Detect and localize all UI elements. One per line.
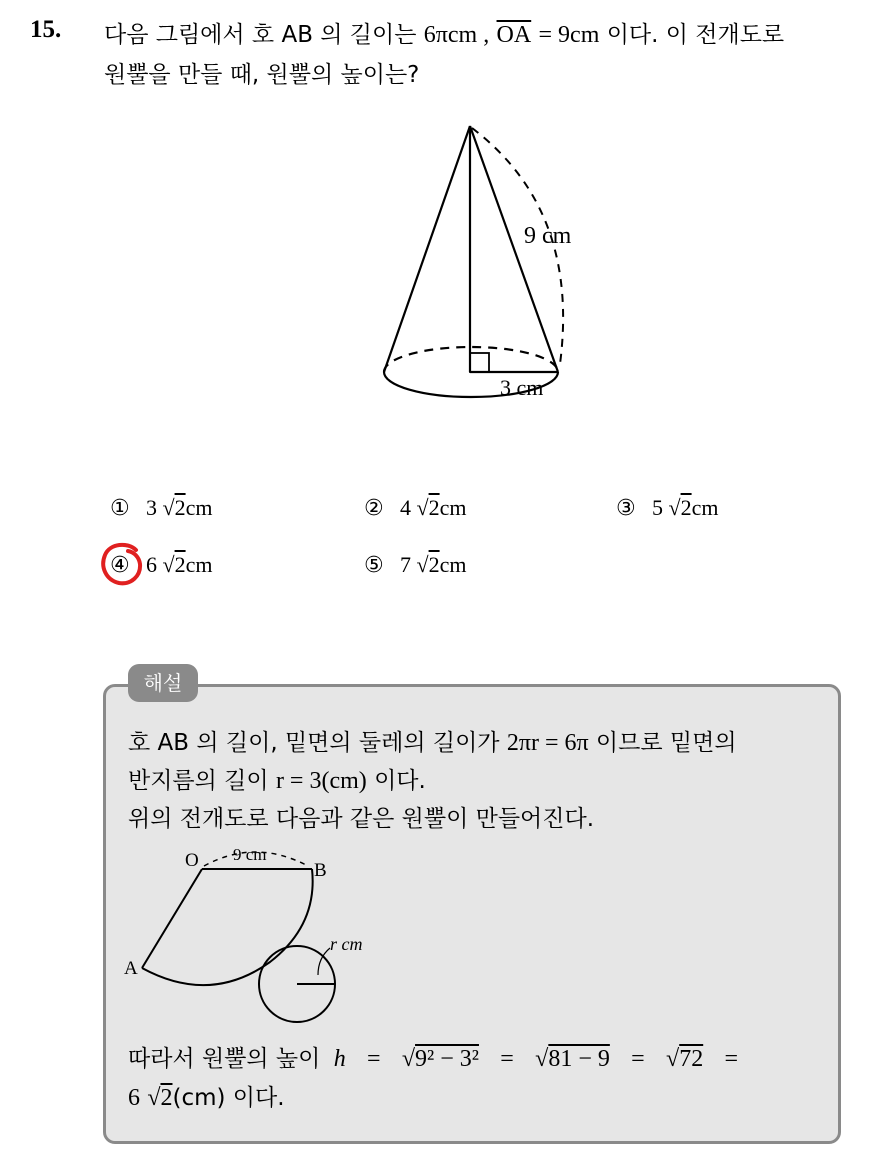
arc-length-label: 9 cm [233, 845, 267, 864]
point-a-label: A [124, 958, 138, 979]
equals-sign: = [500, 1046, 514, 1072]
solution-text: (cm) 이다. [172, 1085, 285, 1111]
radius-label: 3 cm [500, 375, 544, 400]
arc-length: 6πcm , [423, 22, 490, 48]
choice-2[interactable]: ② 4 √2cm [364, 495, 467, 521]
solution-text: 이므로 밑면의 [595, 730, 737, 756]
solution-line-5: 6 √2(cm) 이다. [128, 1085, 285, 1111]
choice-radicand: 2 [680, 495, 692, 520]
solution-line-2 [128, 762, 426, 795]
choice-unit: cm [185, 495, 213, 520]
solution-text: 따라서 원뿔의 높이 [128, 1046, 321, 1072]
solution-text: 반지름의 길이 [128, 768, 269, 794]
solution-line-4: 따라서 원뿔의 높이 h = √9² − 3² = √81 − 9 = √72 = [128, 1046, 739, 1072]
solution-line-3: 위의 전개도로 다음과 같은 원뿔이 만들어진다. [128, 806, 595, 832]
equals-sign: = [367, 1046, 381, 1072]
right-angle-mark [470, 353, 489, 372]
choice-number: ④ [110, 553, 130, 578]
choice-unit: cm [439, 495, 467, 520]
choice-number: ② [364, 496, 384, 521]
equals-sign: = [724, 1046, 739, 1072]
choice-coef: 5 [652, 495, 663, 520]
solution-math: 2πr = 6π [506, 730, 589, 756]
solution-text: 이다. [374, 768, 426, 794]
choice-number: ③ [616, 496, 636, 521]
choice-3[interactable]: ③ 5 √2cm [616, 495, 719, 521]
choice-coef: 6 [146, 552, 157, 577]
solution-text: 호 AB 의 길이, 밑면의 둘레의 길이가 [128, 730, 500, 756]
question-tail: 이다. 이 전개도로 [606, 22, 785, 48]
choice-number: ① [110, 496, 130, 521]
choice-number: ⑤ [364, 553, 384, 578]
question-line-2: 원뿔을 만들 때, 원뿔의 높이는? [104, 62, 420, 88]
net-figure [120, 840, 380, 1030]
solution-math: r = 3(cm) [275, 768, 367, 794]
question-number: 15. [30, 16, 62, 43]
equals-sign: = [631, 1046, 645, 1072]
net-left-edge [142, 869, 202, 968]
choice-unit: cm [439, 552, 467, 577]
slant-right [470, 126, 558, 372]
choice-1[interactable]: ① 3 √2cm [110, 495, 213, 521]
result-coef: 6 [128, 1085, 140, 1111]
choice-unit: cm [691, 495, 719, 520]
radicand-3: 72 [679, 1046, 704, 1072]
point-b-label: B [314, 860, 327, 881]
radius-r-label: r cm [330, 934, 363, 954]
slant-left [384, 126, 470, 372]
solution-tag: 해설 [128, 664, 198, 702]
result-radicand: 2 [160, 1085, 173, 1111]
segment-oa: $\overline{OA}$ [496, 22, 532, 48]
choice-radicand: 2 [174, 552, 186, 577]
choice-coef: 3 [146, 495, 157, 520]
answer-mark [98, 540, 150, 590]
cone-figure [370, 115, 600, 415]
choice-coef: 7 [400, 552, 411, 577]
point-o-label: O [185, 850, 199, 871]
choice-4[interactable]: ④ 6 √2cm [110, 552, 213, 578]
segment-length: = 9cm [538, 22, 600, 48]
choice-unit: cm [185, 552, 213, 577]
height-variable: h [333, 1046, 346, 1072]
question-text: 다음 그림에서 호 AB 의 길이는 [104, 22, 417, 48]
choice-coef: 4 [400, 495, 411, 520]
choice-radicand: 2 [174, 495, 186, 520]
choice-radicand: 2 [428, 495, 440, 520]
radicand-1: 9² − 3² [415, 1046, 479, 1072]
slant-label: 9 cm [524, 223, 572, 249]
question-line-1 [104, 16, 784, 49]
choice-5[interactable]: ⑤ 7 √2cm [364, 552, 467, 578]
solution-line-1 [128, 724, 737, 757]
choice-radicand: 2 [428, 552, 440, 577]
radicand-2: 81 − 9 [548, 1046, 610, 1072]
